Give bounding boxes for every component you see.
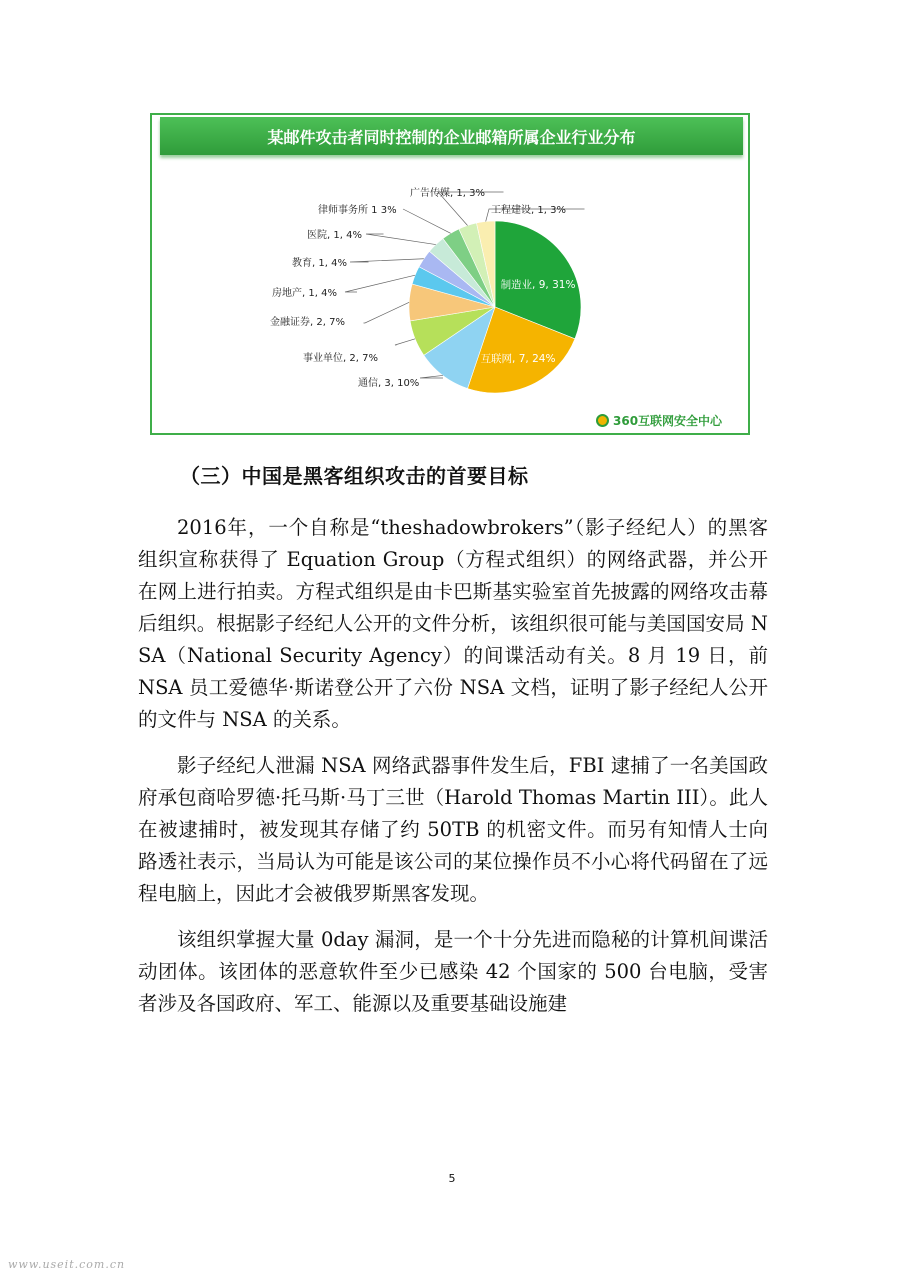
logo-360	[596, 412, 722, 429]
leader-line-6	[345, 275, 415, 292]
leader-line-9	[403, 209, 451, 233]
leader-line-8	[366, 234, 436, 245]
logo-text: 360互联网安全中心	[613, 414, 723, 428]
slice-label-10: 广告传媒, 1, 3%	[410, 188, 485, 199]
logo-icon	[596, 414, 609, 427]
watermark: www.useit.com.cn	[8, 1258, 126, 1271]
paragraph-1: 2016年，一个自称是“theshadowbrokers”（影子经纪人）的黑客组织宣称获得了 Equation Group（方程式组织）的网络武器，并公开在网上进行拍卖。方程式组织是由卡巴斯基实验室首先披露的网络攻击幕后组织。根据影子经纪人公开的文件分析，该组织很可能与美国国安局 NSA（National Security Agency）的间谍活动有关。8 月 19 日，前 NSA 员工爱德华·斯诺登公开了六份 NSA 文档，证明了影子经纪人公开的文件与 NSA 的关系。	[138, 516, 768, 731]
body-text	[138, 512, 768, 1034]
leader-line-5	[364, 302, 410, 323]
slice-label-6: 房地产, 1, 4%	[272, 288, 337, 299]
leader-line-3	[420, 375, 443, 378]
paragraph-3: 该组织掌握大量 0day 漏洞，是一个十分先进而隐秘的计算机间谍活动团体。该团体的恶意软件至少已感染 42 个国家的 500 台电脑，受害者涉及各国政府、军工、能源以及重要基础设施建	[138, 928, 768, 1015]
slice-label-9: 律师事务所 1 3%	[318, 205, 397, 216]
paragraph-2: 影子经纪人泄漏 NSA 网络武器事件发生后，FBI 逮捕了一名美国政府承包商哈罗德·托马斯·马丁三世（Harold Thomas Martin III）。此人在被逮捕时，被发现其存储了约 50TB 的机密文件。而另有知情人士向路透社表示，当局认为可能是该公司的某位操作员不小心将代码留在了远程电脑上，因此才会被俄罗斯黑客发现。	[138, 754, 768, 905]
leader-line-7	[350, 259, 424, 262]
chart-title: 某邮件攻击者同时控制的企业邮箱所属企业行业分布	[160, 117, 743, 155]
slice-label-8: 医院, 1, 4%	[307, 230, 362, 241]
section-heading: （三）中国是黑客组织攻击的首要目标	[180, 464, 529, 488]
slice-label-4: 事业单位, 2, 7%	[303, 353, 378, 364]
slice-label-3: 通信, 3, 10%	[358, 378, 420, 389]
leader-line-4	[395, 339, 415, 345]
page-number: 5	[448, 1172, 456, 1185]
slice-label-11: 工程建设, 1, 3%	[491, 205, 566, 216]
slice-label-1: 制造业, 9, 31%	[500, 279, 576, 291]
slice-label-2: 互联网, 7, 24%	[480, 353, 556, 365]
slice-label-7: 教育, 1, 4%	[292, 258, 347, 269]
slice-label-5: 金融证券, 2, 7%	[270, 317, 345, 328]
